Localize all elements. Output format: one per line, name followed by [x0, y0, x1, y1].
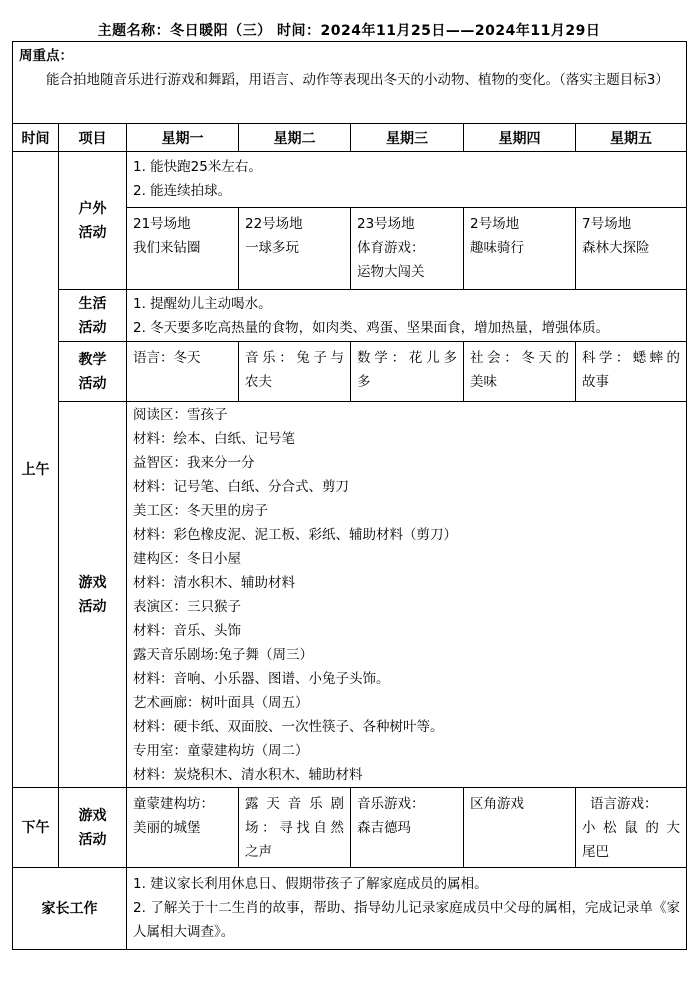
life-cell — [127, 290, 687, 342]
teaching-thursday-line-1: 社会：冬天的 — [470, 350, 569, 366]
col-header-thursday: 星期四 — [464, 124, 576, 152]
outdoor-tuesday — [239, 208, 351, 290]
outdoor-tuesday-activity: 一球多玩 — [245, 240, 299, 256]
teaching-wednesday-line-1: 数学：花儿多 — [357, 350, 457, 366]
life-row — [13, 290, 687, 342]
teaching-label-2: 活动 — [78, 375, 107, 392]
afternoon-games-label-1: 游戏 — [78, 807, 107, 824]
outdoor-friday-field: 7号场地 — [582, 216, 632, 232]
games-label-2: 活动 — [78, 598, 107, 615]
life-label-2: 活动 — [78, 319, 107, 336]
afternoon-games-label-2: 活动 — [78, 831, 107, 848]
afternoon-monday — [127, 788, 239, 868]
afternoon-monday-line-1: 童蒙建构坊： — [133, 796, 214, 812]
outdoor-thursday-field: 2号场地 — [470, 216, 520, 232]
game-line: 阅读区：雪孩子 — [133, 407, 228, 423]
teaching-row — [13, 342, 687, 402]
game-line: 露天音乐剧场:兔子舞（周三） — [133, 647, 314, 663]
outdoor-thursday-activity: 趣味骑行 — [470, 240, 524, 256]
outdoor-wednesday-field: 23号场地 — [357, 216, 415, 232]
col-header-time: 时间 — [13, 124, 59, 152]
outdoor-wednesday-activity: 体育游戏： — [357, 240, 425, 256]
parents-line-1: 1. 建议家长利用休息日、假期带孩子了解家庭成员的属相。 — [133, 876, 488, 892]
col-header-item: 项目 — [59, 124, 127, 152]
teaching-label-1: 教学 — [78, 351, 107, 368]
life-line-1: 1. 提醒幼儿主动喝水。 — [133, 296, 272, 312]
morning-label: 上午 — [13, 152, 59, 788]
game-line: 美工区：冬天里的房子 — [133, 503, 268, 519]
afternoon-tuesday-line-2: 场：寻找自然 — [245, 820, 344, 836]
outdoor-wednesday-activity-2: 运物大闯关 — [357, 264, 425, 280]
teaching-label — [59, 342, 127, 402]
teaching-monday-line-1: 语言：冬天 — [133, 350, 201, 366]
afternoon-thursday-line-1: 区角游戏 — [470, 796, 524, 812]
game-line: 益智区：我来分一分 — [133, 455, 255, 471]
games-label-1: 游戏 — [78, 574, 107, 591]
afternoon-wednesday-line-2: 森吉德玛 — [357, 820, 411, 836]
afternoon-row — [13, 788, 687, 868]
weekly-focus-row — [13, 42, 687, 124]
parents-cell — [127, 868, 687, 950]
outdoor-goal-2: 2. 能连续拍球。 — [133, 183, 232, 199]
teaching-friday — [576, 342, 687, 402]
parents-row — [13, 868, 687, 950]
outdoor-monday-activity: 我们来钻圈 — [133, 240, 201, 256]
games-cell — [127, 402, 687, 788]
parents-line-2: 2. 了解关于十二生肖的故事，帮助、指导幼儿记录家庭成员中父母的属相，完成记录单《家人属相大调查》。 — [133, 900, 681, 940]
game-line: 专用室：童蒙建构坊（周二） — [133, 743, 309, 759]
game-line: 建构区：冬日小屋 — [133, 551, 241, 567]
teaching-thursday — [464, 342, 576, 402]
teaching-thursday-line-2: 美味 — [470, 374, 497, 390]
weekly-plan-table — [12, 41, 687, 950]
outdoor-label-1: 户外 — [78, 200, 107, 217]
col-header-friday: 星期五 — [576, 124, 687, 152]
game-line: 材料：音乐、头饰 — [133, 623, 241, 639]
outdoor-tuesday-field: 22号场地 — [245, 216, 303, 232]
game-line: 材料：硬卡纸、双面胶、一次性筷子、各种树叶等。 — [133, 719, 444, 735]
teaching-tuesday-line-1: 音乐：兔子与 — [245, 350, 344, 366]
afternoon-friday — [576, 788, 687, 868]
weekly-focus-text: 能合拍地随音乐进行游戏和舞蹈，用语言、动作等表现出冬天的小动物、植物的变化。（落实主题目标3） — [46, 72, 669, 88]
life-line-2: 2. 冬天要多吃高热量的食物，如肉类、鸡蛋、坚果面食，增加热量，增强体质。 — [133, 320, 610, 336]
outdoor-friday — [576, 208, 687, 290]
afternoon-wednesday-line-1: 音乐游戏： — [357, 796, 425, 812]
parents-label: 家长工作 — [13, 868, 127, 950]
outdoor-monday-field: 21号场地 — [133, 216, 191, 232]
afternoon-friday-line-1: 语言游戏： — [590, 796, 658, 812]
afternoon-tuesday — [239, 788, 351, 868]
teaching-tuesday-line-2: 农夫 — [245, 374, 272, 390]
afternoon-tuesday-line-3: 之声 — [245, 844, 272, 860]
teaching-wednesday-line-2: 多 — [357, 374, 371, 390]
game-line: 表演区：三只猴子 — [133, 599, 241, 615]
afternoon-wednesday — [351, 788, 464, 868]
life-label — [59, 290, 127, 342]
teaching-wednesday — [351, 342, 464, 402]
teaching-monday — [127, 342, 239, 402]
outdoor-goal-1: 1. 能快跑25米左右。 — [133, 159, 262, 175]
game-line: 艺术画廊：树叶面具（周五） — [133, 695, 309, 711]
afternoon-thursday — [464, 788, 576, 868]
outdoor-wednesday — [351, 208, 464, 290]
col-header-wednesday: 星期三 — [351, 124, 464, 152]
col-header-tuesday: 星期二 — [239, 124, 351, 152]
afternoon-label: 下午 — [13, 788, 59, 868]
game-line: 材料：清水积木、辅助材料 — [133, 575, 295, 591]
page-title: 主题名称：冬日暖阳（三） 时间：2024年11月25日——2024年11月29日 — [97, 23, 601, 39]
outdoor-thursday — [464, 208, 576, 290]
header-row — [13, 124, 687, 152]
teaching-tuesday — [239, 342, 351, 402]
outdoor-label-2: 活动 — [78, 224, 107, 241]
game-line: 材料：记号笔、白纸、分合式、剪刀 — [133, 479, 349, 495]
weekly-focus-label: 周重点： — [19, 48, 73, 64]
teaching-friday-line-1: 科学：蟋蟀的 — [582, 350, 681, 366]
afternoon-friday-line-3: 尾巴 — [582, 844, 609, 860]
games-label — [59, 402, 127, 788]
afternoon-tuesday-line-1: 露天音乐剧 — [245, 796, 344, 812]
games-row — [13, 402, 687, 788]
game-line: 材料：音响、小乐器、图谱、小兔子头饰。 — [133, 671, 390, 687]
outdoor-monday — [127, 208, 239, 290]
afternoon-monday-line-2: 美丽的城堡 — [133, 820, 201, 836]
outdoor-label — [59, 152, 127, 290]
afternoon-friday-line-2: 小松鼠的大 — [582, 820, 681, 836]
outdoor-goals-cell — [127, 152, 687, 208]
outdoor-goals-row — [13, 152, 687, 208]
game-line: 材料：彩色橡皮泥、泥工板、彩纸、辅助材料（剪刀） — [133, 527, 457, 543]
life-label-1: 生活 — [78, 295, 107, 312]
weekly-focus-cell — [13, 42, 687, 124]
afternoon-games-label — [59, 788, 127, 868]
game-line: 材料：绘本、白纸、记号笔 — [133, 431, 295, 447]
outdoor-friday-activity: 森林大探险 — [582, 240, 650, 256]
game-line: 材料：炭烧积木、清水积木、辅助材料 — [133, 767, 363, 783]
teaching-friday-line-2: 故事 — [582, 374, 609, 390]
col-header-monday: 星期一 — [127, 124, 239, 152]
